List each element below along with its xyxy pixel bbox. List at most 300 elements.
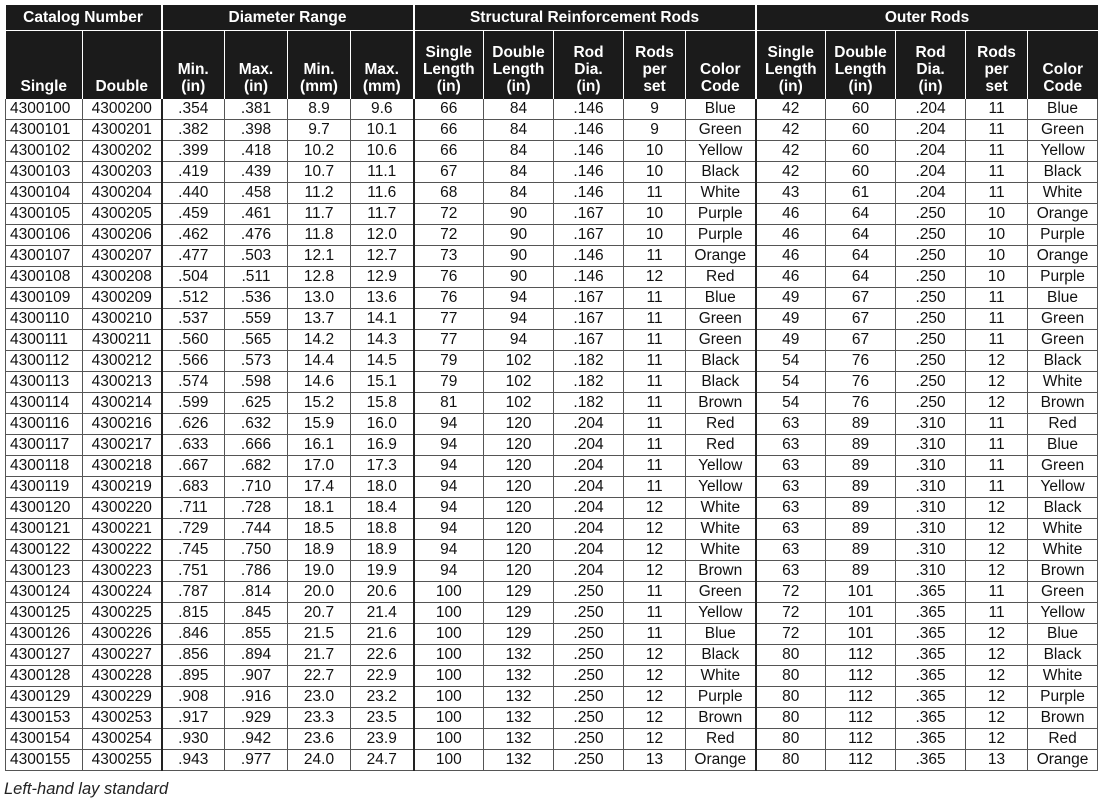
table-cell: 4300127 [6, 645, 83, 666]
table-cell: Purple [686, 687, 756, 708]
table-cell: 4300254 [83, 729, 162, 750]
table-cell: .440 [162, 183, 225, 204]
table-cell: 72 [756, 624, 826, 645]
table-cell: 4300220 [83, 498, 162, 519]
table-cell: .365 [896, 729, 966, 750]
table-cell: .310 [896, 561, 966, 582]
table-cell: 63 [756, 498, 826, 519]
table-cell: 11 [624, 456, 686, 477]
table-cell: Blue [686, 624, 756, 645]
table-cell: 66 [414, 141, 484, 162]
table-row [6, 435, 1098, 456]
table-cell: 24.7 [351, 750, 414, 771]
table-cell: 4300211 [83, 330, 162, 351]
column-header-line: Double [492, 44, 545, 61]
table-row [6, 477, 1098, 498]
column-header-line: Double [834, 44, 887, 61]
table-cell: 89 [826, 435, 896, 456]
table-cell: 43 [756, 183, 826, 204]
table-cell: .146 [554, 246, 624, 267]
table-cell: Red [686, 729, 756, 750]
table-cell: Black [686, 372, 756, 393]
table-cell: 21.5 [288, 624, 351, 645]
table-cell: Green [686, 330, 756, 351]
table-cell: White [686, 183, 756, 204]
column-header-line: (in) [436, 78, 461, 95]
table-cell: .250 [896, 267, 966, 288]
table-cell: 11 [966, 141, 1028, 162]
table-cell: 4300112 [6, 351, 83, 372]
table-cell: 129 [484, 603, 554, 624]
table-row [6, 393, 1098, 414]
table-cell: Green [1028, 456, 1098, 477]
table-cell: .204 [896, 120, 966, 141]
table-cell: 12.9 [351, 267, 414, 288]
table-cell: .459 [162, 204, 225, 225]
table-cell: 89 [826, 519, 896, 540]
table-cell: Blue [1028, 99, 1098, 120]
table-cell: Purple [1028, 267, 1098, 288]
table-cell: .365 [896, 687, 966, 708]
table-cell: 120 [484, 498, 554, 519]
table-cell: 19.0 [288, 561, 351, 582]
table-cell: .250 [896, 246, 966, 267]
table-cell: .599 [162, 393, 225, 414]
table-cell: .250 [554, 645, 624, 666]
table-cell: .365 [896, 750, 966, 771]
table-cell: 90 [484, 267, 554, 288]
table-cell: 46 [756, 246, 826, 267]
table-cell: 4300124 [6, 582, 83, 603]
table-cell: 54 [756, 372, 826, 393]
table-cell: 9 [624, 120, 686, 141]
table-row [6, 645, 1098, 666]
table-cell: 4300155 [6, 750, 83, 771]
table-cell: Black [686, 351, 756, 372]
table-cell: 100 [414, 666, 484, 687]
table-cell: .399 [162, 141, 225, 162]
table-cell: 22.7 [288, 666, 351, 687]
column-header-line: Rod [573, 44, 604, 61]
table-cell: 4300117 [6, 435, 83, 456]
column-header-line: Code [1043, 78, 1083, 95]
table-cell: 4300204 [83, 183, 162, 204]
table-cell: 11 [966, 435, 1028, 456]
table-cell: 12 [966, 498, 1028, 519]
table-cell: 89 [826, 540, 896, 561]
column-header-line: Rods [635, 44, 674, 61]
table-cell: 23.3 [288, 708, 351, 729]
table-cell: Brown [686, 708, 756, 729]
table-cell: .598 [225, 372, 288, 393]
table-cell: Orange [1028, 246, 1098, 267]
table-cell: .204 [896, 99, 966, 120]
table-cell: 23.9 [351, 729, 414, 750]
table-cell: 11 [624, 330, 686, 351]
table-cell: 63 [756, 414, 826, 435]
table-cell: 16.9 [351, 435, 414, 456]
table-cell: 4300154 [6, 729, 83, 750]
table-cell: .167 [554, 288, 624, 309]
table-cell: Red [686, 435, 756, 456]
table-cell: .167 [554, 330, 624, 351]
table-cell: White [1028, 372, 1098, 393]
table-cell: Brown [1028, 708, 1098, 729]
table-cell: 54 [756, 351, 826, 372]
table-cell: 4300108 [6, 267, 83, 288]
table-cell: 11 [966, 309, 1028, 330]
table-cell: 12 [966, 519, 1028, 540]
table-cell: 49 [756, 288, 826, 309]
table-cell: .310 [896, 498, 966, 519]
table-cell: Red [686, 414, 756, 435]
table-row [6, 729, 1098, 750]
table-cell: Red [1028, 414, 1098, 435]
table-cell: .204 [554, 477, 624, 498]
table-cell: .310 [896, 414, 966, 435]
table-cell: 80 [756, 666, 826, 687]
table-cell: .250 [896, 204, 966, 225]
column-header [896, 31, 966, 100]
table-cell: 11 [966, 183, 1028, 204]
table-cell: 80 [756, 708, 826, 729]
table-cell: Blue [1028, 288, 1098, 309]
table-cell: 63 [756, 519, 826, 540]
table-cell: .250 [896, 309, 966, 330]
table-cell: 21.4 [351, 603, 414, 624]
table-cell: 63 [756, 561, 826, 582]
table-cell: 20.7 [288, 603, 351, 624]
table-cell: 10 [966, 246, 1028, 267]
table-cell: .573 [225, 351, 288, 372]
table-cell: .382 [162, 120, 225, 141]
table-cell: 4300102 [6, 141, 83, 162]
table-cell: .855 [225, 624, 288, 645]
table-cell: 72 [756, 582, 826, 603]
table-cell: 102 [484, 372, 554, 393]
table-cell: .182 [554, 393, 624, 414]
table-cell: 81 [414, 393, 484, 414]
table-row [6, 603, 1098, 624]
table-cell: 4300217 [83, 435, 162, 456]
table-cell: .146 [554, 99, 624, 120]
table-cell: 89 [826, 498, 896, 519]
table-cell: 12 [624, 708, 686, 729]
table-cell: 4300106 [6, 225, 83, 246]
table-cell: Purple [686, 204, 756, 225]
column-header-line: Dia. [574, 61, 603, 78]
table-cell: Yellow [686, 477, 756, 498]
table-cell: 112 [826, 729, 896, 750]
table-cell: White [686, 498, 756, 519]
table-cell: 4300207 [83, 246, 162, 267]
table-cell: 72 [756, 603, 826, 624]
table-cell: 11.7 [351, 204, 414, 225]
column-header [554, 31, 624, 100]
table-cell: 4300116 [6, 414, 83, 435]
table-cell: 79 [414, 372, 484, 393]
table-cell: 10.2 [288, 141, 351, 162]
table-cell: Orange [1028, 204, 1098, 225]
table-cell: 4300114 [6, 393, 83, 414]
column-header [686, 31, 756, 100]
table-cell: 15.2 [288, 393, 351, 414]
table-cell: 4300128 [6, 666, 83, 687]
table-cell: .477 [162, 246, 225, 267]
table-cell: 21.7 [288, 645, 351, 666]
column-header-line: (in) [506, 78, 531, 95]
table-cell: 4300226 [83, 624, 162, 645]
column-header-line: Single [767, 44, 815, 61]
table-cell: Red [1028, 729, 1098, 750]
column-header-line: Code [700, 78, 740, 95]
table-cell: 112 [826, 645, 896, 666]
table-cell: .566 [162, 351, 225, 372]
table-cell: Green [686, 582, 756, 603]
table-cell: .204 [554, 519, 624, 540]
table-cell: 46 [756, 267, 826, 288]
table-cell: 4300129 [6, 687, 83, 708]
table-cell: 42 [756, 99, 826, 120]
table-cell: 11 [966, 603, 1028, 624]
table-cell: 12 [966, 645, 1028, 666]
table-cell: 12 [966, 687, 1028, 708]
table-cell: 11 [966, 456, 1028, 477]
table-cell: 132 [484, 687, 554, 708]
column-header-line: (mm) [300, 78, 338, 95]
table-cell: 4300110 [6, 309, 83, 330]
column-header [624, 31, 686, 100]
table-cell: 14.5 [351, 351, 414, 372]
table-cell: 84 [484, 162, 554, 183]
table-cell: 120 [484, 414, 554, 435]
table-cell: 11 [624, 414, 686, 435]
table-cell: 11 [966, 330, 1028, 351]
table-cell: 89 [826, 456, 896, 477]
table-cell: 4300122 [6, 540, 83, 561]
table-row [6, 582, 1098, 603]
table-row [6, 99, 1098, 120]
column-header [288, 31, 351, 100]
table-cell: .204 [554, 561, 624, 582]
table-cell: 4300118 [6, 456, 83, 477]
table-cell: 101 [826, 582, 896, 603]
table-row [6, 162, 1098, 183]
table-cell: .895 [162, 666, 225, 687]
table-cell: 84 [484, 99, 554, 120]
table-cell: .856 [162, 645, 225, 666]
table-cell: 80 [756, 687, 826, 708]
table-cell: 11 [624, 351, 686, 372]
table-cell: 16.0 [351, 414, 414, 435]
table-row [6, 540, 1098, 561]
table-cell: 12.0 [351, 225, 414, 246]
table-cell: .977 [225, 750, 288, 771]
table-cell: .250 [896, 225, 966, 246]
table-cell: Brown [686, 561, 756, 582]
table-cell: Black [686, 162, 756, 183]
table-cell: 11 [966, 582, 1028, 603]
group-header-diameter-range: Diameter Range [162, 5, 414, 31]
table-cell: 94 [484, 330, 554, 351]
table-cell: 129 [484, 582, 554, 603]
table-cell: .908 [162, 687, 225, 708]
table-cell: 13 [624, 750, 686, 771]
table-cell: 9 [624, 99, 686, 120]
column-header-line: (in) [848, 78, 873, 95]
table-cell: 18.9 [288, 540, 351, 561]
table-cell: 12 [624, 267, 686, 288]
table-cell: Green [1028, 582, 1098, 603]
table-cell: Yellow [686, 456, 756, 477]
table-cell: 112 [826, 666, 896, 687]
table-cell: 46 [756, 225, 826, 246]
table-cell: 84 [484, 141, 554, 162]
table-row [6, 288, 1098, 309]
table-cell: 15.1 [351, 372, 414, 393]
table-cell: 94 [484, 288, 554, 309]
table-row [6, 225, 1098, 246]
column-header [484, 31, 554, 100]
table-cell: .894 [225, 645, 288, 666]
table-cell: .574 [162, 372, 225, 393]
table-cell: 102 [484, 393, 554, 414]
table-cell: 12 [624, 519, 686, 540]
table-cell: 94 [414, 435, 484, 456]
table-cell: .146 [554, 267, 624, 288]
column-header-line: set [985, 78, 1008, 95]
table-cell: 18.9 [351, 540, 414, 561]
table-cell: 24.0 [288, 750, 351, 771]
table-cell: .633 [162, 435, 225, 456]
table-cell: Blue [686, 288, 756, 309]
table-row [6, 414, 1098, 435]
table-cell: 4300119 [6, 477, 83, 498]
table-cell: .204 [896, 141, 966, 162]
table-cell: 4300216 [83, 414, 162, 435]
table-cell: 4300200 [83, 99, 162, 120]
table-cell: 13.7 [288, 309, 351, 330]
table-cell: 4300222 [83, 540, 162, 561]
table-cell: 16.1 [288, 435, 351, 456]
column-header [756, 31, 826, 100]
table-cell: 10.1 [351, 120, 414, 141]
table-cell: 64 [826, 246, 896, 267]
table-cell: 12 [966, 351, 1028, 372]
table-cell: 17.0 [288, 456, 351, 477]
table-cell: .845 [225, 603, 288, 624]
table-cell: Purple [1028, 687, 1098, 708]
table-cell: .310 [896, 435, 966, 456]
column-header-line: Min. [303, 61, 335, 78]
group-header-catalog-number: Catalog Number [6, 5, 162, 31]
group-header-row [6, 5, 1098, 31]
table-cell: Blue [1028, 435, 1098, 456]
table-cell: 77 [414, 309, 484, 330]
table-cell: 4300208 [83, 267, 162, 288]
table-cell: 12 [966, 372, 1028, 393]
table-cell: .559 [225, 309, 288, 330]
table-cell: .787 [162, 582, 225, 603]
table-cell: 10.7 [288, 162, 351, 183]
table-cell: .462 [162, 225, 225, 246]
table-cell: 112 [826, 687, 896, 708]
table-cell: 42 [756, 141, 826, 162]
table-cell: .744 [225, 519, 288, 540]
spec-sheet [5, 5, 1097, 771]
table-cell: .728 [225, 498, 288, 519]
column-header-line: Double [95, 78, 149, 95]
table-cell: 14.4 [288, 351, 351, 372]
table-cell: 129 [484, 624, 554, 645]
column-header-line: Length [422, 61, 475, 78]
table-cell: .146 [554, 183, 624, 204]
table-cell: 4300228 [83, 666, 162, 687]
table-cell: 4300203 [83, 162, 162, 183]
table-cell: .204 [554, 498, 624, 519]
table-cell: 12.8 [288, 267, 351, 288]
column-header-line: Color [1042, 61, 1084, 78]
table-cell: 23.2 [351, 687, 414, 708]
table-cell: 12 [966, 393, 1028, 414]
table-cell: Brown [1028, 393, 1098, 414]
table-cell: 49 [756, 309, 826, 330]
table-cell: .560 [162, 330, 225, 351]
table-cell: Yellow [686, 141, 756, 162]
table-cell: .146 [554, 120, 624, 141]
table-cell: 4300107 [6, 246, 83, 267]
table-cell: 94 [414, 519, 484, 540]
table-cell: .250 [554, 750, 624, 771]
table-cell: 20.0 [288, 582, 351, 603]
table-cell: 10 [624, 204, 686, 225]
table-cell: Black [1028, 645, 1098, 666]
table-cell: .250 [554, 624, 624, 645]
table-cell: 120 [484, 456, 554, 477]
table-cell: Purple [1028, 225, 1098, 246]
table-cell: .250 [554, 729, 624, 750]
table-row [6, 666, 1098, 687]
column-header [826, 31, 896, 100]
table-cell: 90 [484, 204, 554, 225]
table-cell: Yellow [1028, 141, 1098, 162]
table-cell: Blue [1028, 624, 1098, 645]
table-cell: 12 [966, 708, 1028, 729]
column-header-row [6, 31, 1098, 100]
table-cell: 4300229 [83, 687, 162, 708]
table-cell: .204 [896, 162, 966, 183]
table-cell: 60 [826, 99, 896, 120]
table-cell: 11 [624, 309, 686, 330]
column-header-line: Length [764, 61, 817, 78]
table-cell: 12 [966, 624, 1028, 645]
table-cell: .565 [225, 330, 288, 351]
table-cell: 11 [966, 120, 1028, 141]
table-cell: 13.0 [288, 288, 351, 309]
table-cell: .943 [162, 750, 225, 771]
table-cell: 22.9 [351, 666, 414, 687]
table-cell: 90 [484, 225, 554, 246]
table-cell: .667 [162, 456, 225, 477]
table-cell: 100 [414, 750, 484, 771]
table-cell: 4300255 [83, 750, 162, 771]
table-row [6, 351, 1098, 372]
table-cell: 76 [826, 393, 896, 414]
table-cell: 12 [966, 561, 1028, 582]
table-cell: 4300153 [6, 708, 83, 729]
table-cell: 4300104 [6, 183, 83, 204]
table-cell: .204 [554, 456, 624, 477]
